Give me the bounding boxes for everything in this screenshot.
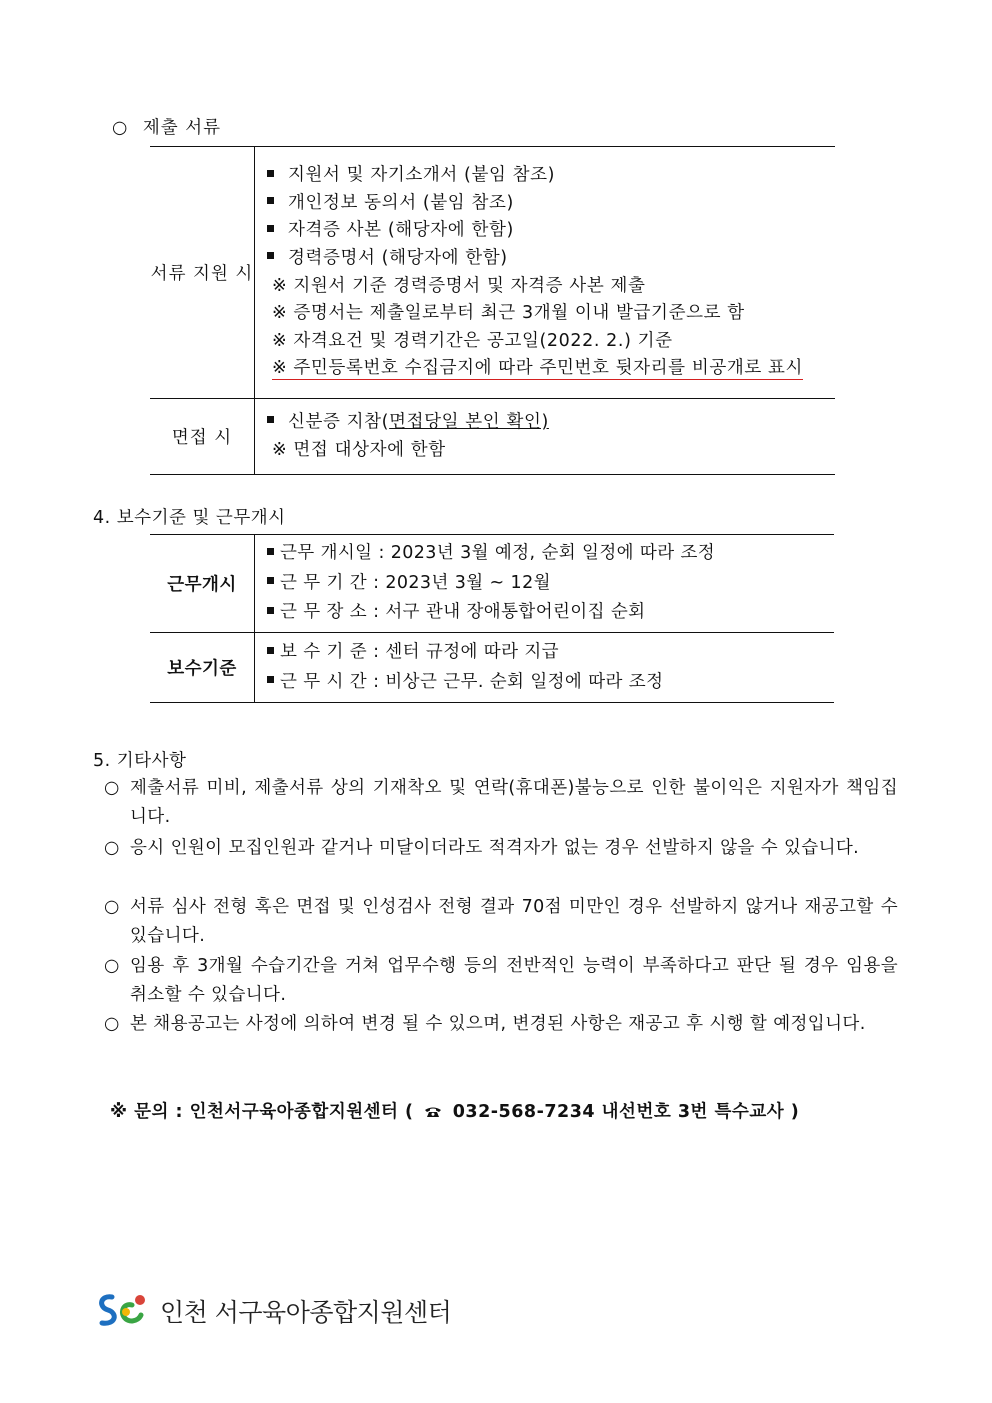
submission-heading <box>112 114 221 139</box>
square-bullet-icon <box>267 252 274 259</box>
document-bullet: 지원서 및 자기소개서 (붙임 참조) <box>267 162 835 190</box>
circle-marker: ○ <box>104 778 120 798</box>
work-line: 근 무 장 소 : 서구 관내 장애통합어린이집 순회 <box>267 598 834 628</box>
center-logo <box>96 1289 451 1333</box>
section4-heading: 4. 보수기준 및 근무개시 <box>93 508 286 528</box>
interview-row <box>150 399 835 475</box>
pay-table <box>150 534 834 703</box>
circle-marker: ○ <box>104 897 120 917</box>
contact-prefix: ※ 문의 : 인천서구육아종합지원센터 ( <box>110 1102 414 1122</box>
pay-standard-label: 보수기준 <box>150 633 255 703</box>
work-start-label: 근무개시 <box>150 535 255 633</box>
pay-standard-content <box>255 633 835 703</box>
document-bullet: 경력증명서 (해당자에 한함) <box>267 245 835 273</box>
notice-item <box>104 952 898 1010</box>
work-line: 근무 개시일 : 2023년 3월 예정, 순회 일정에 따라 조정 <box>267 539 834 569</box>
contact-line <box>110 1098 799 1123</box>
square-bullet-icon <box>267 607 274 614</box>
telephone-icon <box>424 1106 442 1118</box>
notice-item <box>104 834 898 863</box>
document-red-note: ※ 주민등록번호 수집금지에 따라 주민번호 뒷자리를 비공개로 표시 <box>272 358 804 379</box>
circle-marker: ○ <box>104 838 120 858</box>
notice-item-text: 응시 인원이 모집인원과 같거나 미달이더라도 적격자가 없는 경우 선발하지 않을 수 있습니다. <box>130 838 860 858</box>
document-note: ※ 자격요건 및 경력기간은 공고일(2022. 2.) 기준 <box>272 330 673 351</box>
square-bullet-icon <box>267 676 274 683</box>
work-start-row <box>150 535 834 633</box>
submission-table <box>150 146 835 475</box>
interview-row-content <box>255 399 836 475</box>
pay-line: 근 무 시 간 : 비상근 근무. 순회 일정에 따라 조정 <box>267 668 834 698</box>
notice-item <box>104 1010 898 1039</box>
document-bullet: 개인정보 동의서 (붙임 참조) <box>267 190 835 218</box>
notice-item-text: 본 채용공고는 사정에 의하여 변경 될 수 있으며, 변경된 사항은 재공고 후 시행 할 예정입니다. <box>130 1014 866 1034</box>
square-bullet-icon <box>267 416 274 423</box>
submission-heading-text: 제출 서류 <box>142 118 222 138</box>
pay-standard-row <box>150 633 834 703</box>
interview-note: ※ 면접 대상자에 한함 <box>272 439 446 460</box>
circle-marker: ○ <box>104 956 120 976</box>
work-start-content <box>255 535 835 633</box>
document-note: ※ 지원서 기준 경력증명서 및 자격증 사본 제출 <box>272 275 646 296</box>
circle-marker: ○ <box>104 1014 120 1034</box>
square-bullet-icon <box>267 577 274 584</box>
notice-item <box>104 774 898 832</box>
document-bullet: 자격증 사본 (해당자에 한함) <box>267 217 835 245</box>
contact-number: 032-568-7234 내선번호 3번 특수교사 ) <box>452 1102 800 1122</box>
square-bullet-icon <box>267 225 274 232</box>
center-logo-mark-icon <box>96 1291 152 1331</box>
pay-line: 보 수 기 준 : 센터 규정에 따라 지급 <box>267 638 834 668</box>
section5-heading: 5. 기타사항 <box>93 751 187 771</box>
notice-item-text: 서류 심사 전형 혹은 면접 및 인성검사 전형 결과 70점 미만인 경우 선발하지 않거나 재공고할 수 있습니다. <box>130 897 898 946</box>
work-line: 근 무 기 간 : 2023년 3월 ~ 12월 <box>267 569 834 599</box>
interview-row-label: 면접 시 <box>150 399 255 475</box>
notice-item <box>104 893 898 951</box>
document-row <box>150 147 835 399</box>
notice-item-text: 제출서류 미비, 제출서류 상의 기재착오 및 연락(휴대폰)불능으로 인한 불이익은 지원자가 책임집니다. <box>130 778 898 827</box>
square-bullet-icon <box>267 647 274 654</box>
square-bullet-icon <box>267 197 274 204</box>
center-logo-text: 인천 서구육아종합지원센터 <box>160 1298 452 1327</box>
interview-bullet: 신분증 지참(면접당일 본인 확인) <box>267 409 835 437</box>
circle-marker: ○ <box>112 118 129 138</box>
notice-item-text: 임용 후 3개월 수습기간을 거쳐 업무수행 등의 전반적인 능력이 부족하다고 판단 될 경우 임용을 취소할 수 있습니다. <box>130 956 898 1005</box>
document-row-label: 서류 지원 시 <box>150 147 255 399</box>
square-bullet-icon <box>267 170 274 177</box>
document-row-content <box>255 147 836 399</box>
document-note: ※ 증명서는 제출일로부터 최근 3개월 이내 발급기준으로 함 <box>272 303 745 324</box>
square-bullet-icon <box>267 548 274 555</box>
